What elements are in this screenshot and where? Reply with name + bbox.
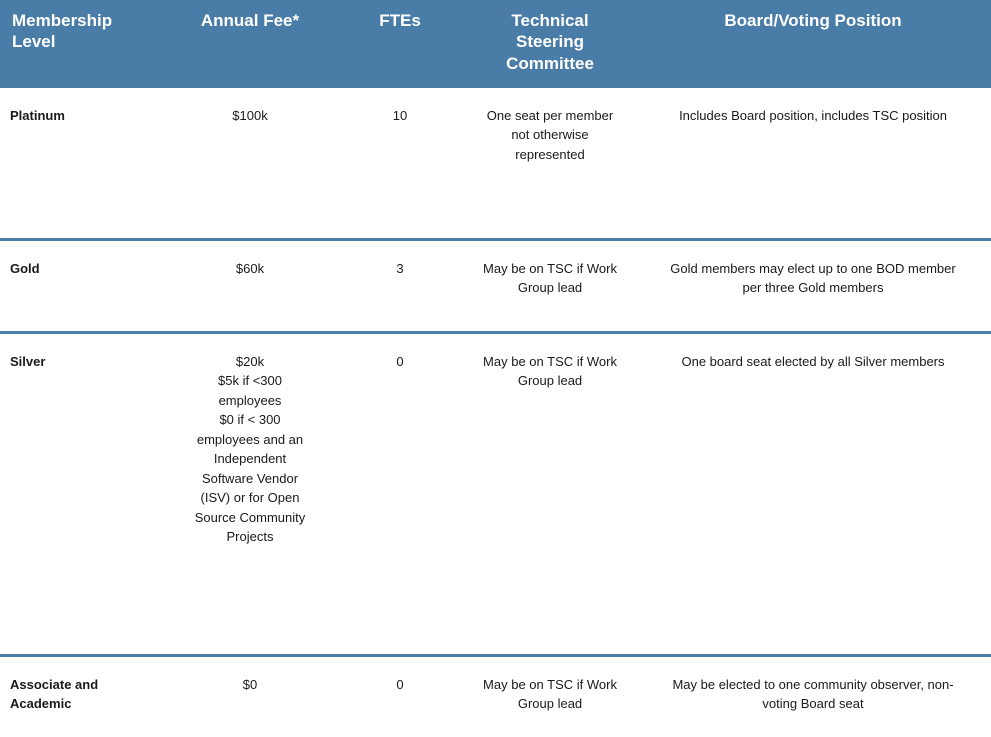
cell-annual-fee-line: $5k if <300 employees	[218, 373, 282, 408]
cell-membership-level: Gold	[0, 239, 165, 332]
cell-tsc-text: May be on TSC if Work Group lead	[483, 260, 617, 296]
column-header-membership-level: Membership Level	[0, 0, 165, 88]
column-header-board-voting-position: Board/Voting Position	[635, 0, 991, 88]
cell-ftes: 3	[335, 239, 465, 332]
column-header-annual-fee: Annual Fee*	[165, 0, 335, 88]
cell-ftes: 0	[335, 332, 465, 655]
cell-annual-fee	[165, 332, 335, 655]
cell-board	[635, 655, 991, 737]
cell-tsc	[465, 655, 635, 737]
cell-tsc-text: May be on TSC if Work Group lead	[483, 676, 617, 712]
cell-board-text: Gold members may elect up to one BOD member per three Gold members	[670, 260, 956, 296]
cell-board-text: Includes Board position, includes TSC position	[679, 107, 947, 123]
cell-annual-fee: $0	[165, 655, 335, 737]
table-body	[0, 88, 991, 737]
cell-annual-fee-line: $0 if < 300 employees and an Independent Software Vendor (ISV) or for Open Source Community Projects	[194, 412, 306, 545]
cell-board	[635, 88, 991, 240]
table-row	[0, 88, 991, 240]
cell-annual-fee-line: $20k	[235, 353, 265, 369]
table-row	[0, 332, 991, 655]
column-header-technical-steering-committee: Technical Steering Committee	[465, 0, 635, 88]
table-header	[0, 0, 991, 88]
cell-board-text: One board seat elected by all Silver members	[681, 353, 945, 369]
table-row	[0, 239, 991, 332]
cell-annual-fee: $60k	[165, 239, 335, 332]
column-header-ftes: FTEs	[335, 0, 465, 88]
table-header-row	[0, 0, 991, 88]
cell-board	[635, 332, 991, 655]
cell-ftes: 10	[392, 107, 408, 123]
cell-ftes: 0	[335, 655, 465, 737]
cell-tsc-text: May be on TSC if Work Group lead	[483, 353, 617, 389]
cell-membership-level: Silver	[0, 332, 165, 655]
cell-tsc	[465, 332, 635, 655]
cell-membership-level: Platinum	[10, 107, 65, 123]
cell-annual-fee: $100k	[232, 107, 268, 123]
cell-board-text: May be elected to one community observer, non-voting Board seat	[672, 676, 954, 712]
cell-tsc-text: One seat per member not otherwise represented	[486, 107, 614, 162]
cell-tsc	[465, 88, 635, 240]
cell-board	[635, 239, 991, 332]
table-row	[0, 655, 991, 737]
cell-tsc	[465, 239, 635, 332]
cell-membership-level: Associate and Academic	[0, 655, 165, 737]
